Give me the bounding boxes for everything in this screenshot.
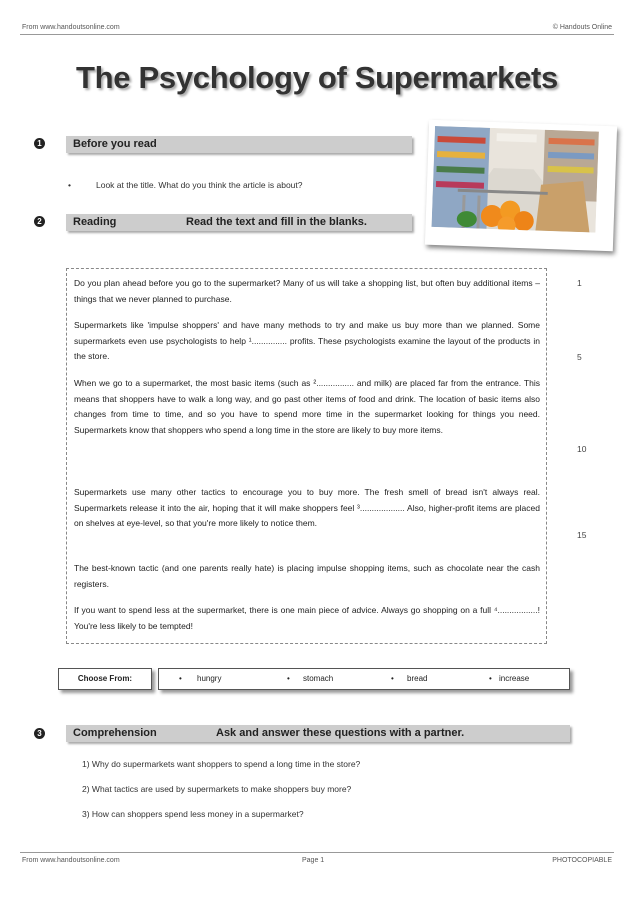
word-bullet-1: • bbox=[179, 674, 182, 683]
section-comprehension-title: Comprehension bbox=[73, 727, 157, 739]
word-increase: increase bbox=[499, 674, 530, 683]
line-number-10: 10 bbox=[577, 444, 587, 454]
word-bank bbox=[158, 668, 570, 690]
word-hungry: hungry bbox=[197, 674, 222, 683]
header-rule bbox=[20, 34, 614, 35]
section-reading-instruction: Read the text and fill in the blanks. bbox=[186, 216, 367, 228]
question-2: 2) What tactics are used by supermarkets to make shoppers buy more? bbox=[82, 784, 352, 794]
word-bread: bread bbox=[407, 674, 428, 683]
paragraph-1: Do you plan ahead before you go to the supermarket? Many of us will take a shopping list, but often buy additional items – things that we never planned to purchase. bbox=[74, 278, 540, 304]
section-before-bar bbox=[66, 136, 412, 153]
paragraph-5: The best-known tactic (and one parents really hate) is placing impulse shopping items, such as chocolate near the cash registers. bbox=[74, 563, 540, 589]
section-before-title: Before you read bbox=[73, 138, 157, 150]
paragraph-6: If you want to spend less at the supermarket, there is one main piece of advice. Always go shopping on a full ⁴.................! You're less likely to be tempted! bbox=[74, 605, 540, 631]
word-stomach: stomach bbox=[303, 674, 334, 683]
before-prompt: Look at the title. What do you think the article is about? bbox=[96, 180, 303, 190]
page-title: The Psychology of Supermarkets bbox=[76, 60, 558, 95]
section-comprehension-bar bbox=[66, 725, 570, 742]
paragraph-2: Supermarkets like 'impulse shoppers' and have many methods to try and make us buy more than we planned. Some supermarkets even use psychologists to help ¹............... profits. These psychologists examine the layout of the products in the store. bbox=[74, 320, 540, 362]
question-3: 3) How can shoppers spend less money in a supermarket? bbox=[82, 809, 304, 819]
supermarket-photo bbox=[425, 120, 617, 251]
header-source: From www.handoutsonline.com bbox=[22, 24, 120, 31]
footer-photocopiable: PHOTOCOPIABLE bbox=[552, 857, 612, 864]
question-1: 1) Why do supermarkets want shoppers to spend a long time in the store? bbox=[82, 759, 361, 769]
supermarket-photo-image bbox=[432, 126, 599, 233]
section-reading-bar bbox=[66, 214, 412, 231]
footer-rule bbox=[20, 852, 614, 853]
paragraph-3: When we go to a supermarket, the most basic items (such as ²................ and milk) are placed far from the entrance. This means that shoppers have to walk a long way, and go past other items of food and drink. The location of basic items also changes from time to time, and so you have to spend more time in the supermarket looking for things you need. Supermarkets know that shoppers who spend a long time in the store are likely to buy more items. bbox=[74, 378, 540, 435]
word-bullet-4: • bbox=[489, 674, 492, 683]
section-3-number: 3 bbox=[34, 728, 45, 739]
footer-page-number: Page 1 bbox=[302, 857, 325, 864]
word-bullet-2: • bbox=[287, 674, 290, 683]
section-reading-title: Reading bbox=[73, 216, 117, 228]
paragraph-4: Supermarkets use many other tactics to encourage you to buy more. The fresh smell of bread isn't always real. Supermarkets release it into the air, hoping that it will make shoppers feel ³................... Also, higher-profit items are placed on shelves at eye-level, so that you're more likely to notice them. bbox=[74, 487, 540, 529]
choose-from-label: Choose From: bbox=[58, 668, 152, 690]
line-number-15: 15 bbox=[577, 530, 587, 540]
section-comprehension-instruction: Ask and answer these questions with a partner. bbox=[216, 727, 465, 739]
word-bullet-3: • bbox=[391, 674, 394, 683]
header-copyright: © Handouts Online bbox=[552, 24, 612, 31]
line-number-5: 5 bbox=[577, 352, 582, 362]
section-1-number: 1 bbox=[34, 138, 45, 149]
footer-source: From www.handoutsonline.com bbox=[22, 857, 120, 864]
section-2-number: 2 bbox=[34, 216, 45, 227]
line-number-1: 1 bbox=[577, 278, 582, 288]
bullet-dot: • bbox=[68, 180, 71, 190]
